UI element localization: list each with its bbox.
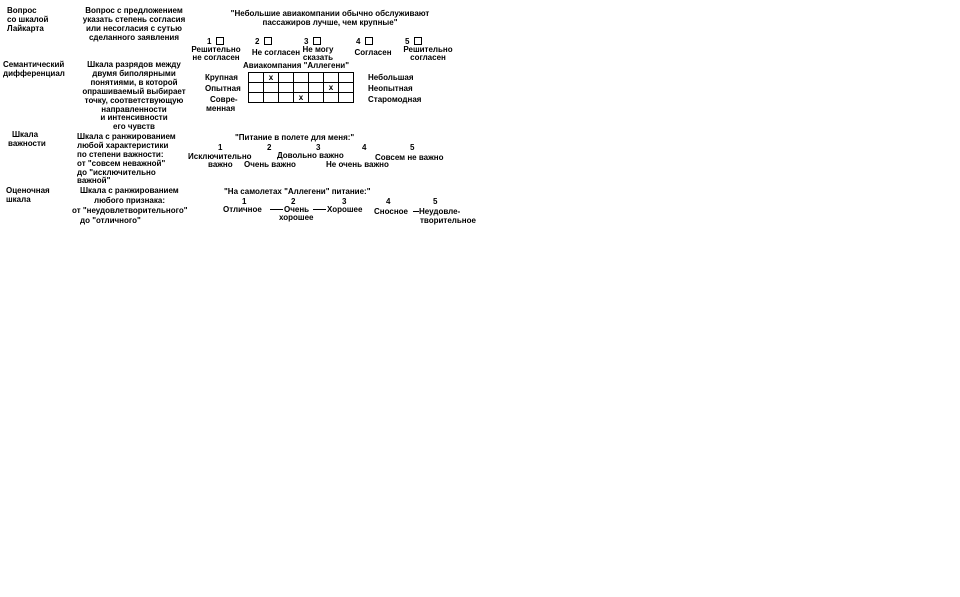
rating-desc-line-4: до "отличного" — [80, 216, 141, 225]
likert-option-1-checkbox[interactable] — [216, 37, 224, 45]
semantic-right-3: Старомодная — [368, 95, 422, 104]
grid-cell[interactable] — [309, 73, 324, 83]
likert-option-1-num: 1 — [207, 37, 212, 46]
grid-cell[interactable] — [324, 93, 339, 103]
semantic-desc-line-1: Шкала разрядов между — [87, 60, 181, 69]
likert-option-3-label-1: Не могу — [302, 45, 334, 54]
likert-option-5-label-2: согласен — [410, 53, 446, 62]
likert-option-4-label-1: Согласен — [354, 48, 392, 57]
semantic-left-1: Крупная — [205, 73, 238, 82]
semantic-grid-row-1 — [249, 73, 354, 83]
importance-statement: "Питание в полете для меня:" — [235, 133, 355, 142]
likert-option-1-label-1: Решительно — [191, 45, 241, 54]
likert-option-4-checkbox[interactable] — [365, 37, 373, 45]
grid-cell[interactable] — [309, 83, 324, 93]
grid-cell[interactable] — [324, 73, 339, 83]
likert-option-3-checkbox[interactable] — [313, 37, 321, 45]
semantic-desc-line-7: и интенсивности — [100, 113, 168, 122]
likert-option-2-label-1: Не согласен — [251, 48, 301, 57]
likert-option-5-label-1: Решительно — [403, 45, 453, 54]
rating-label-5a: Неудовле- — [419, 207, 461, 216]
semantic-title: Авиакомпания "Аллегени" — [243, 61, 349, 70]
likert-option-5-num: 5 — [405, 37, 410, 46]
rating-num-4: 4 — [386, 197, 391, 206]
importance-desc-line-4: от "совсем неважной" — [77, 159, 166, 168]
importance-label-1a: Исключительно — [188, 152, 252, 161]
rating-name-line-2: шкала — [6, 195, 31, 204]
rating-name-line-1: Оценочная — [6, 186, 50, 195]
rating-num-1: 1 — [242, 197, 247, 206]
likert-statement-line-2: пассажиров лучше, чем крупные" — [262, 18, 398, 27]
likert-desc-line-2: указать степень согласия — [82, 15, 186, 24]
importance-label-3: Довольно важно — [277, 151, 344, 160]
importance-name-line-1: Шкала — [12, 130, 39, 139]
grid-cell-mark[interactable]: x — [324, 83, 339, 93]
importance-label-1b: важно — [208, 160, 233, 169]
grid-cell[interactable] — [339, 93, 354, 103]
importance-desc-line-2: любой характеристики — [77, 141, 169, 150]
rating-desc-line-2: любого признака: — [94, 196, 165, 205]
grid-cell[interactable] — [249, 93, 264, 103]
rating-label-3: Хорошее — [327, 205, 363, 214]
importance-label-2: Очень важно — [244, 160, 296, 169]
semantic-left-2: Опытная — [205, 84, 241, 93]
grid-cell[interactable] — [294, 83, 309, 93]
semantic-desc-line-2: двумя биполярными — [92, 69, 176, 78]
grid-cell-mark[interactable]: x — [264, 73, 279, 83]
grid-cell[interactable] — [294, 73, 309, 83]
likert-option-2-num: 2 — [255, 37, 260, 46]
rating-desc-line-3: от "неудовлетворительного" — [72, 206, 188, 215]
importance-name-line-2: важности — [8, 139, 46, 148]
grid-cell[interactable] — [279, 73, 294, 83]
rating-label-2a: Очень — [284, 205, 310, 214]
grid-cell-mark[interactable]: x — [294, 93, 309, 103]
grid-cell[interactable] — [249, 83, 264, 93]
likert-option-3-label-2: сказать — [302, 53, 334, 62]
semantic-grid-row-3 — [249, 93, 354, 103]
likert-statement-line-1: "Небольшие авиакомпании обычно обслуживают — [230, 9, 430, 18]
semantic-grid — [248, 72, 354, 103]
rating-label-1: Отличное — [223, 205, 262, 214]
likert-option-1-label-2: не согласен — [192, 53, 240, 62]
rating-statement: "На самолетах "Аллегени" питание:" — [224, 187, 371, 196]
semantic-grid-row-2 — [249, 83, 354, 93]
grid-cell[interactable] — [309, 93, 324, 103]
likert-option-2-checkbox[interactable] — [264, 37, 272, 45]
semantic-right-2: Неопытная — [368, 84, 413, 93]
likert-option-4-num: 4 — [356, 37, 361, 46]
rating-label-4: Сносное — [374, 207, 409, 216]
grid-cell[interactable] — [264, 83, 279, 93]
grid-cell[interactable] — [339, 83, 354, 93]
semantic-desc-line-8: его чувств — [113, 122, 155, 131]
likert-option-5-checkbox[interactable] — [414, 37, 422, 45]
rating-num-5: 5 — [433, 197, 438, 206]
grid-cell[interactable] — [279, 93, 294, 103]
importance-desc-line-3: по степени важности: — [77, 150, 164, 159]
rating-label-2b: хорошее — [279, 213, 314, 222]
grid-cell[interactable] — [339, 73, 354, 83]
importance-desc-line-5: до "исключительно — [77, 168, 156, 177]
semantic-desc-line-5: точку, соответствующую — [84, 96, 184, 105]
likert-option-3-num: 3 — [304, 37, 309, 46]
importance-desc-line-1: Шкала с ранжированием — [77, 132, 176, 141]
importance-num-2: 2 — [267, 143, 272, 152]
importance-label-5: Совсем не важно — [375, 153, 444, 162]
semantic-right-1: Небольшая — [368, 73, 414, 82]
likert-name-line-2: со шкалой — [7, 15, 49, 24]
likert-desc-line-1: Вопрос с предложением — [85, 6, 183, 15]
likert-desc-line-3: или несогласия с сутью — [86, 24, 182, 33]
rating-label-5b: творительное — [420, 216, 476, 225]
likert-desc-line-4: сделанного заявления — [88, 33, 180, 42]
importance-desc-line-6: важной" — [77, 176, 111, 185]
importance-num-5: 5 — [410, 143, 415, 152]
grid-cell[interactable] — [249, 73, 264, 83]
semantic-left-4: менная — [206, 104, 236, 113]
rating-num-3: 3 — [342, 197, 347, 206]
importance-num-3: 3 — [316, 143, 321, 152]
importance-num-1: 1 — [218, 143, 223, 152]
rating-dash-2 — [313, 209, 326, 210]
semantic-desc-line-6: направленности — [101, 105, 167, 114]
rating-desc-line-1: Шкала с ранжированием — [80, 186, 179, 195]
importance-label-4: Не очень важно — [326, 160, 389, 169]
importance-num-4: 4 — [362, 143, 367, 152]
rating-num-2: 2 — [291, 197, 296, 206]
semantic-left-3: Совре- — [210, 95, 238, 104]
likert-name-line-3: Лайкарта — [7, 24, 44, 33]
semantic-desc-line-4: опрашиваемый выбирает — [82, 87, 186, 96]
grid-cell[interactable] — [264, 93, 279, 103]
likert-name-line-1: Вопрос — [7, 6, 37, 15]
rating-dash-1 — [270, 209, 283, 210]
semantic-desc-line-3: понятиями, в которой — [90, 78, 178, 87]
semantic-name-line-2: дифференциал — [3, 69, 65, 78]
semantic-name-line-1: Семантический — [3, 60, 65, 69]
grid-cell[interactable] — [279, 83, 294, 93]
